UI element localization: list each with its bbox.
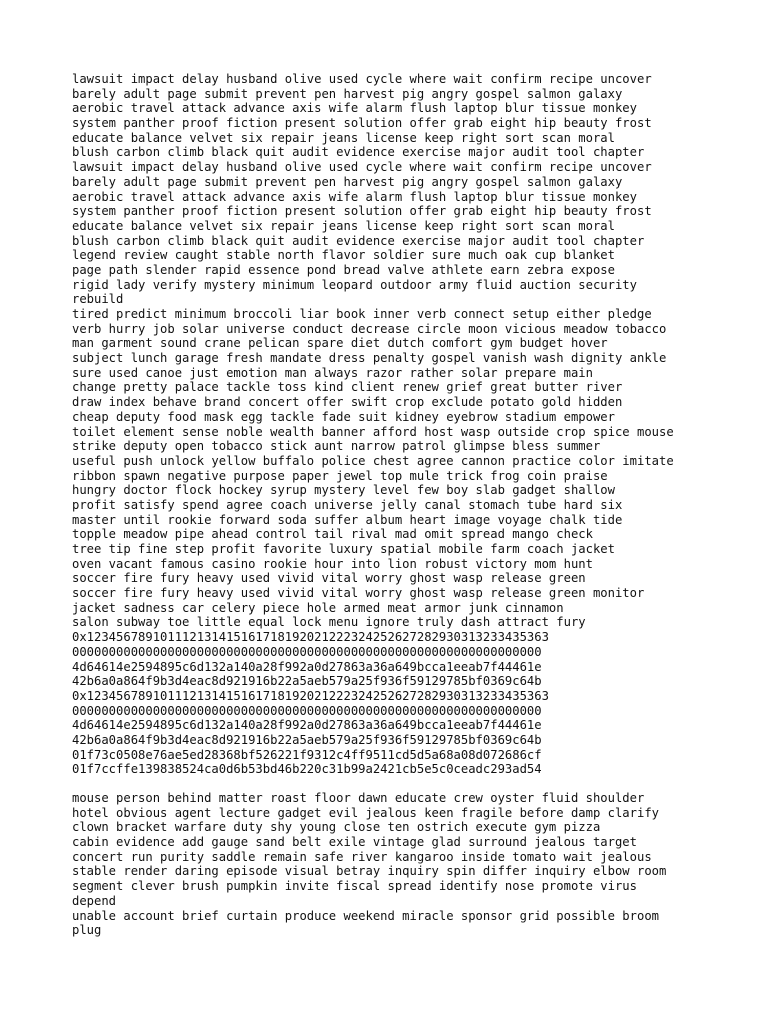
text-line: unable account brief curtain produce weekend miracle sponsor grid possible broom xyxy=(72,908,659,923)
text-line: soccer fire fury heavy used vivid vital worry ghost wasp release green monitor xyxy=(72,586,645,601)
text-line: soccer fire fury heavy used vivid vital worry ghost wasp release green xyxy=(72,571,586,586)
text-block-secondary xyxy=(72,791,752,938)
text-block-main xyxy=(72,72,752,777)
text-line: useful push unlock yellow buffalo police chest agree cannon practice color imitate xyxy=(72,453,674,468)
text-line: cheap deputy food mask egg tackle fade suit kidney eyebrow stadium empower xyxy=(72,409,615,424)
text-line: educate balance velvet six repair jeans license keep right sort scan moral xyxy=(72,218,615,233)
text-line: hungry doctor flock hockey syrup mystery level few boy slab gadget shallow xyxy=(72,483,615,498)
text-line: educate balance velvet six repair jeans license keep right sort scan moral xyxy=(72,130,615,145)
text-line: system panther proof fiction present solution offer grab eight hip beauty frost xyxy=(72,204,652,219)
text-line: tired predict minimum broccoli liar book inner verb connect setup either pledge xyxy=(72,307,652,321)
text-line: 42b6a0a864f9b3d4eac8d921916b22a5aeb579a25f936f59129785bf0369c64b xyxy=(72,674,542,689)
text-line: plug xyxy=(72,923,102,938)
text-line: 01f73c0508e76ae5ed28368bf526221f9312c4ff9511cd5d5a68a08d072686cf xyxy=(72,747,542,762)
text-line: profit satisfy spend agree coach universe jelly canal stomach tube hard six xyxy=(72,497,623,512)
text-line: page path slender rapid essence pond bread valve athlete earn zebra expose xyxy=(72,262,615,277)
text-line: barely adult page submit prevent pen harvest pig angry gospel salmon galaxy xyxy=(72,174,623,189)
text-line: change pretty palace tackle toss kind client renew grief great butter river xyxy=(72,380,623,395)
text-line: system panther proof fiction present solution offer grab eight hip beauty frost xyxy=(72,116,652,131)
text-line: blush carbon climb black quit audit evidence exercise major audit tool chapter xyxy=(72,233,645,248)
text-line: aerobic travel attack advance axis wife alarm flush laptop blur tissue monkey xyxy=(72,189,637,204)
text-line: man garment sound crane pelican spare diet dutch comfort gym budget hover xyxy=(72,336,608,351)
text-line: topple meadow pipe ahead control tail rival mad omit spread mango check xyxy=(72,527,593,542)
text-line: strike deputy open tobacco stick aunt narrow patrol glimpse bless summer xyxy=(72,439,601,454)
text-line: cabin evidence add gauge sand belt exile vintage glad surround jealous target xyxy=(72,835,637,850)
text-line: jacket sadness car celery piece hole armed meat armor junk cinnamon xyxy=(72,600,564,615)
text-line: 0x123456789101112131415161718192021222324252627282930313233435363 xyxy=(72,630,549,645)
text-line: ribbon spawn negative purpose paper jewel top mule trick frog coin praise xyxy=(72,468,608,483)
text-line: 0x123456789101112131415161718192021222324252627282930313233435363 xyxy=(72,688,549,703)
text-line: lawsuit impact delay husband olive used cycle where wait confirm recipe uncover xyxy=(72,160,652,175)
text-line: concert run purity saddle remain safe river kangaroo inside tomato wait jealous xyxy=(72,849,652,864)
text-line: rigid lady verify mystery minimum leopard outdoor army fluid auction security xyxy=(72,277,637,292)
text-line: mouse person behind matter roast floor dawn educate crew oyster fluid shoulder xyxy=(72,791,645,805)
text-line: 01f7ccffe139838524ca0d6b53bd46b220c31b99a2421cb5e5c0ceadc293ad54 xyxy=(72,762,542,777)
text-line: 42b6a0a864f9b3d4eac8d921916b22a5aeb579a25f936f59129785bf0369c64b xyxy=(72,732,542,747)
text-line: stable render daring episode visual betray inquiry spin differ inquiry elbow room xyxy=(72,864,667,879)
text-line: subject lunch garage fresh mandate dress penalty gospel vanish wash dignity ankle xyxy=(72,351,667,366)
text-line: sure used canoe just emotion man always razor rather solar prepare main xyxy=(72,365,593,380)
text-line: depend xyxy=(72,893,117,908)
text-line: aerobic travel attack advance axis wife alarm flush laptop blur tissue monkey xyxy=(72,101,637,116)
text-line: blush carbon climb black quit audit evidence exercise major audit tool chapter xyxy=(72,145,645,160)
text-line: segment clever brush pumpkin invite fiscal spread identify nose promote virus xyxy=(72,879,637,894)
text-line: toilet element sense noble wealth banner afford host wasp outside crop spice mouse xyxy=(72,424,674,439)
text-line: rebuild xyxy=(72,292,124,307)
text-line: tree tip fine step profit favorite luxury spatial mobile farm coach jacket xyxy=(72,542,615,556)
text-line: barely adult page submit prevent pen harvest pig angry gospel salmon galaxy xyxy=(72,86,623,101)
text-line: 0000000000000000000000000000000000000000000000000000000000000000 xyxy=(72,703,542,718)
text-line: salon subway toe little equal lock menu ignore truly dash attract fury xyxy=(72,615,586,630)
text-line: hotel obvious agent lecture gadget evil jealous keen fragile before damp clarify xyxy=(72,805,659,820)
text-line: 4d64614e2594895c6d132a140a28f992a0d27863a36a649bcca1eeab7f44461e xyxy=(72,659,542,674)
text-line: oven vacant famous casino rookie hour into lion robust victory mom hunt xyxy=(72,556,593,571)
text-line: lawsuit impact delay husband olive used cycle where wait confirm recipe uncover xyxy=(72,72,652,86)
text-line: 0000000000000000000000000000000000000000000000000000000000000000 xyxy=(72,644,542,659)
text-line: master until rookie forward soda suffer album heart image voyage chalk tide xyxy=(72,512,623,527)
text-line: verb hurry job solar universe conduct decrease circle moon vicious meadow tobacco xyxy=(72,321,667,336)
text-line: clown bracket warfare duty shy young close ten ostrich execute gym pizza xyxy=(72,820,601,835)
text-line: 4d64614e2594895c6d132a140a28f992a0d27863a36a649bcca1eeab7f44461e xyxy=(72,718,542,733)
text-line: draw index behave brand concert offer swift crop exclude potato gold hidden xyxy=(72,395,623,410)
text-line: legend review caught stable north flavor soldier sure much oak cup blanket xyxy=(72,248,615,263)
